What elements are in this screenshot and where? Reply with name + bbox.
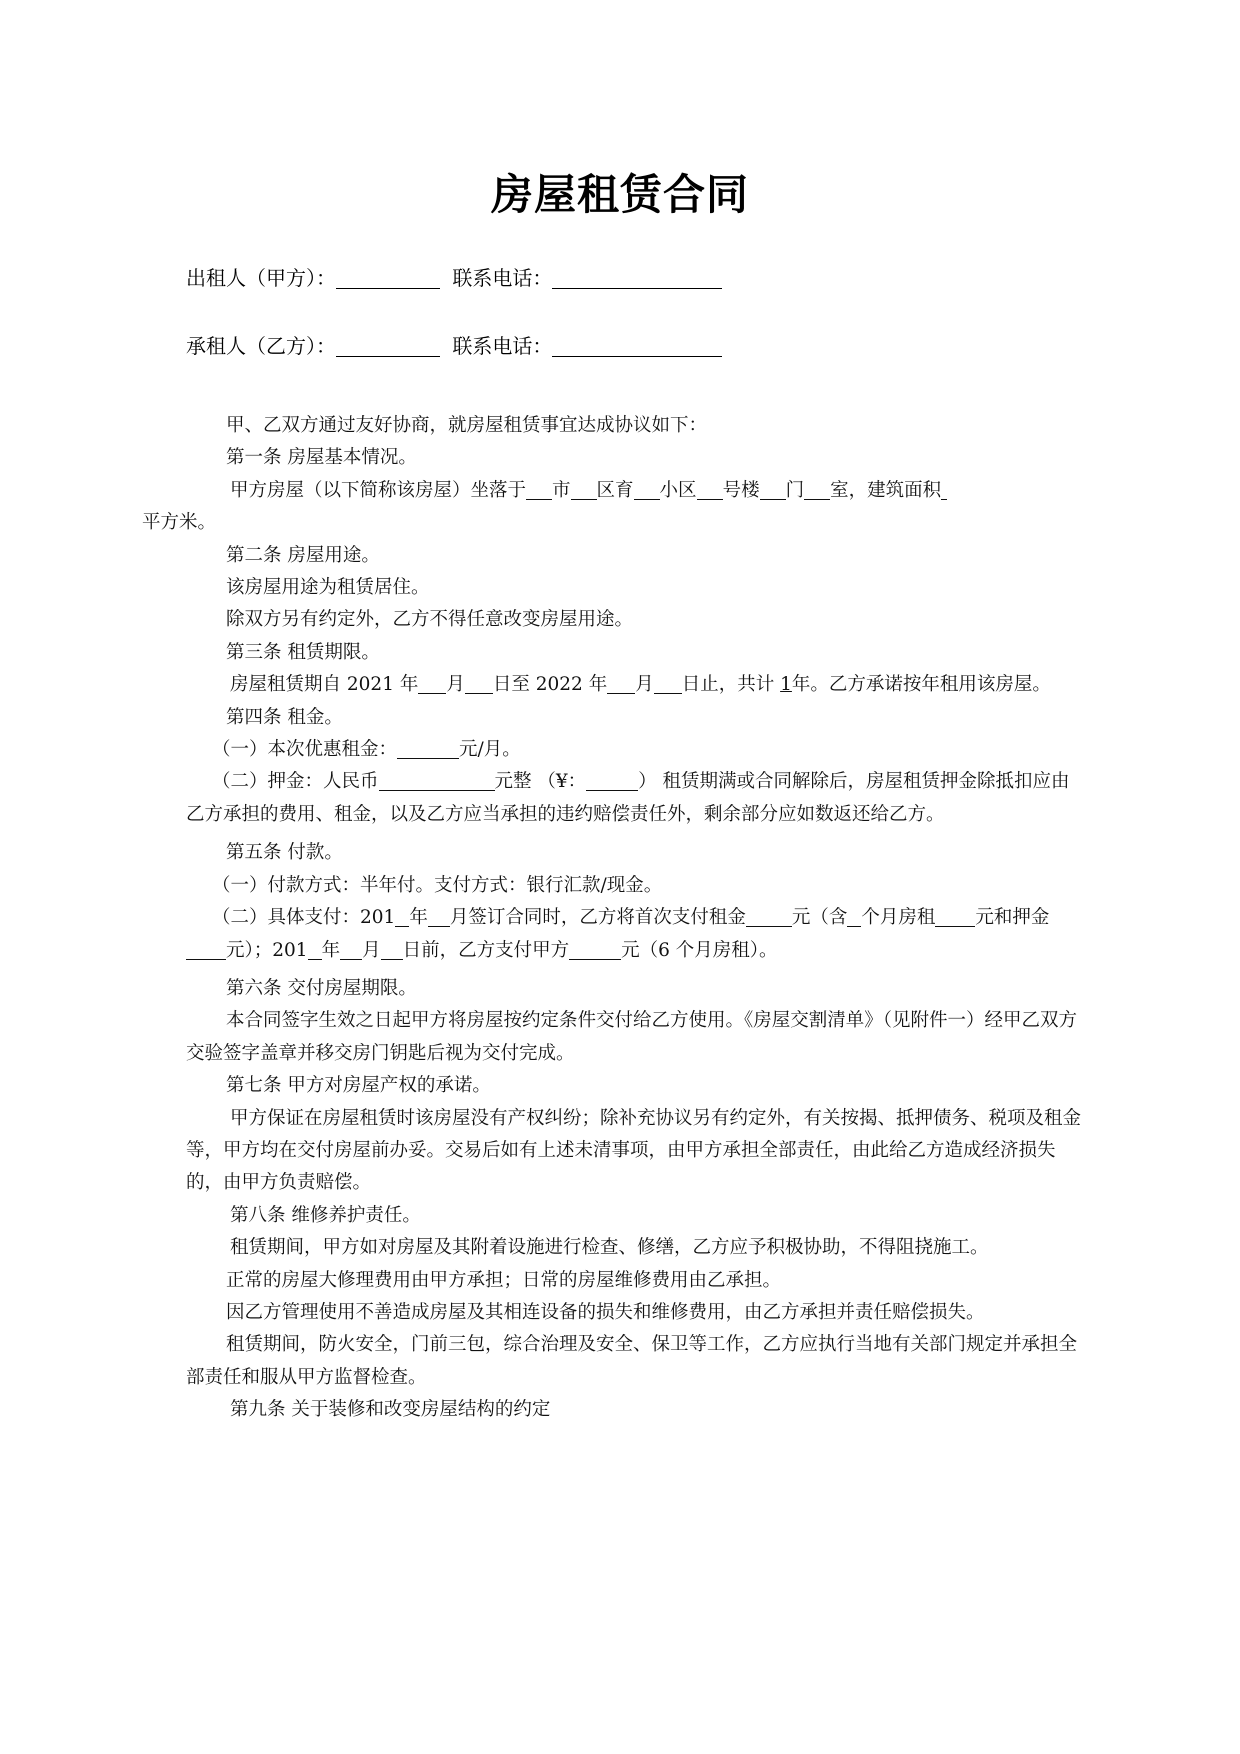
lessor-line	[186, 262, 722, 291]
lessor-phone-field[interactable]	[552, 266, 722, 289]
deposit-words-blank[interactable]	[379, 770, 495, 791]
intro-paragraph: 甲、乙双方通过友好协商，就房屋租赁事宜达成协议如下：	[226, 415, 708, 436]
article-8-p4: 租赁期间，防火安全，门前三包，综合治理及安全、保卫等工作，乙方应执行当地有关部门规定并承担全部责任和服从甲方监督检查。	[186, 1334, 1078, 1388]
first-rent-blank[interactable]	[746, 906, 792, 927]
article-8-heading: 第八条 维修养护责任。	[230, 1204, 421, 1226]
unit-blank[interactable]	[760, 479, 786, 500]
area-blank[interactable]	[941, 479, 947, 500]
article-8-p3: 因乙方管理使用不善造成房屋及其相连设备的损失和维修费用，由乙方承担并责任赔偿损失。	[226, 1301, 985, 1323]
sign-month-blank[interactable]	[428, 906, 450, 927]
article-5-heading: 第五条 付款。	[226, 842, 343, 864]
lessee-phone-field[interactable]	[552, 334, 722, 357]
article-8-p2: 正常的房屋大修理费用由甲方承担；日常的房屋维修费用由乙承担。	[226, 1269, 782, 1291]
start-month-blank[interactable]	[418, 673, 446, 694]
article-4-item-2: （二）押金：人民币 元整 （¥： ） 租赁期满或合同解除后，房屋租赁押金除抵扣应由乙方承担的费用、租金，以及乙方应当承担的违约赔偿责任外，剩余部分应如数返还给乙方。	[186, 771, 1070, 825]
lease-years: 1	[780, 674, 792, 696]
room-blank[interactable]	[804, 479, 830, 500]
article-2-heading: 第二条 房屋用途。	[226, 544, 380, 566]
deposit-amount-blank[interactable]	[586, 770, 638, 791]
article-6-heading: 第六条 交付房屋期限。	[226, 977, 417, 999]
article-3-text: 房屋租赁期自 2021 年 月 日至 2022 年 月 日止，共计 1年。乙方承诺按年租用该房屋。	[230, 674, 1051, 696]
months-rent-blank[interactable]	[935, 906, 975, 927]
article-2-p2: 除双方另有约定外，乙方不得任意改变房屋用途。	[226, 609, 634, 631]
article-1-text: 甲方房屋（以下简称该房屋）坐落于 市 区育 小区 号楼 门 室，建筑面积 平方米。	[186, 475, 1086, 540]
article-5-item-1: （一）付款方式：半年付。支付方式：银行汇款/现金。	[212, 874, 663, 896]
second-day-blank[interactable]	[381, 939, 403, 960]
building-blank[interactable]	[697, 479, 723, 500]
article-4-heading: 第四条 租金。	[226, 706, 343, 728]
second-payment-blank[interactable]	[569, 939, 621, 960]
end-month-blank[interactable]	[607, 673, 635, 694]
lessor-name-field[interactable]	[336, 266, 440, 289]
lessor-phone-label: 联系电话：	[452, 266, 553, 290]
city-blank[interactable]	[526, 479, 552, 500]
start-day-blank[interactable]	[465, 673, 493, 694]
article-1-heading: 第一条 房屋基本情况。	[226, 447, 417, 469]
rent-blank[interactable]	[397, 738, 459, 759]
sign-year-blank[interactable]	[395, 906, 409, 927]
document-title: 房屋租赁合同	[490, 170, 749, 219]
district-blank[interactable]	[571, 479, 597, 500]
deposit-blank[interactable]	[186, 939, 226, 960]
article-8-p1: 租赁期间，甲方如对房屋及其附着设施进行检查、修缮，乙方应予积极协助，不得阻挠施工。	[230, 1237, 989, 1259]
second-month-blank[interactable]	[340, 939, 362, 960]
community-blank[interactable]	[634, 479, 660, 500]
lessee-phone-label: 联系电话：	[452, 334, 553, 358]
article-4-item-1: （一）本次优惠租金： 元/月。	[212, 739, 521, 761]
contract-body	[142, 410, 1086, 1427]
article-6-p1: 本合同签字生效之日起甲方将房屋按约定条件交付给乙方使用。《房屋交割清单》（见附件一）经甲乙双方交验签字盖章并移交房门钥匙后视为交付完成。	[186, 1010, 1078, 1064]
lessee-label: 承租人（乙方）：	[186, 334, 336, 358]
lessee-line	[186, 330, 722, 359]
article-5-item-2: （二）具体支付：201 年 月签订合同时，乙方将首次支付租金 元（含 个月房租 元和押金元）；201 年 月 日前，乙方支付甲方 元（6 个月房租）。	[186, 902, 1086, 967]
lessor-label: 出租人（甲方）：	[186, 266, 336, 290]
end-day-blank[interactable]	[654, 673, 682, 694]
article-2-p1: 该房屋用途为租赁居住。	[226, 577, 430, 599]
article-7-p1: 甲方保证在房屋租赁时该房屋没有产权纠纷；除补充协议另有约定外，有关按揭、抵押债务、税项及租金等，甲方均在交付房屋前办妥。交易后如有上述未清事项，由甲方承担全部责任，由此给乙方造成经济损失的，由甲方负责赔偿。	[186, 1107, 1082, 1194]
article-9-heading: 第九条 关于装修和改变房屋结构的约定	[230, 1399, 551, 1421]
article-3-heading: 第三条 租赁期限。	[226, 641, 380, 663]
second-year-blank[interactable]	[308, 939, 322, 960]
months-blank[interactable]	[847, 906, 861, 927]
lessee-name-field[interactable]	[336, 334, 440, 357]
article-7-heading: 第七条 甲方对房屋产权的承诺。	[226, 1075, 491, 1097]
